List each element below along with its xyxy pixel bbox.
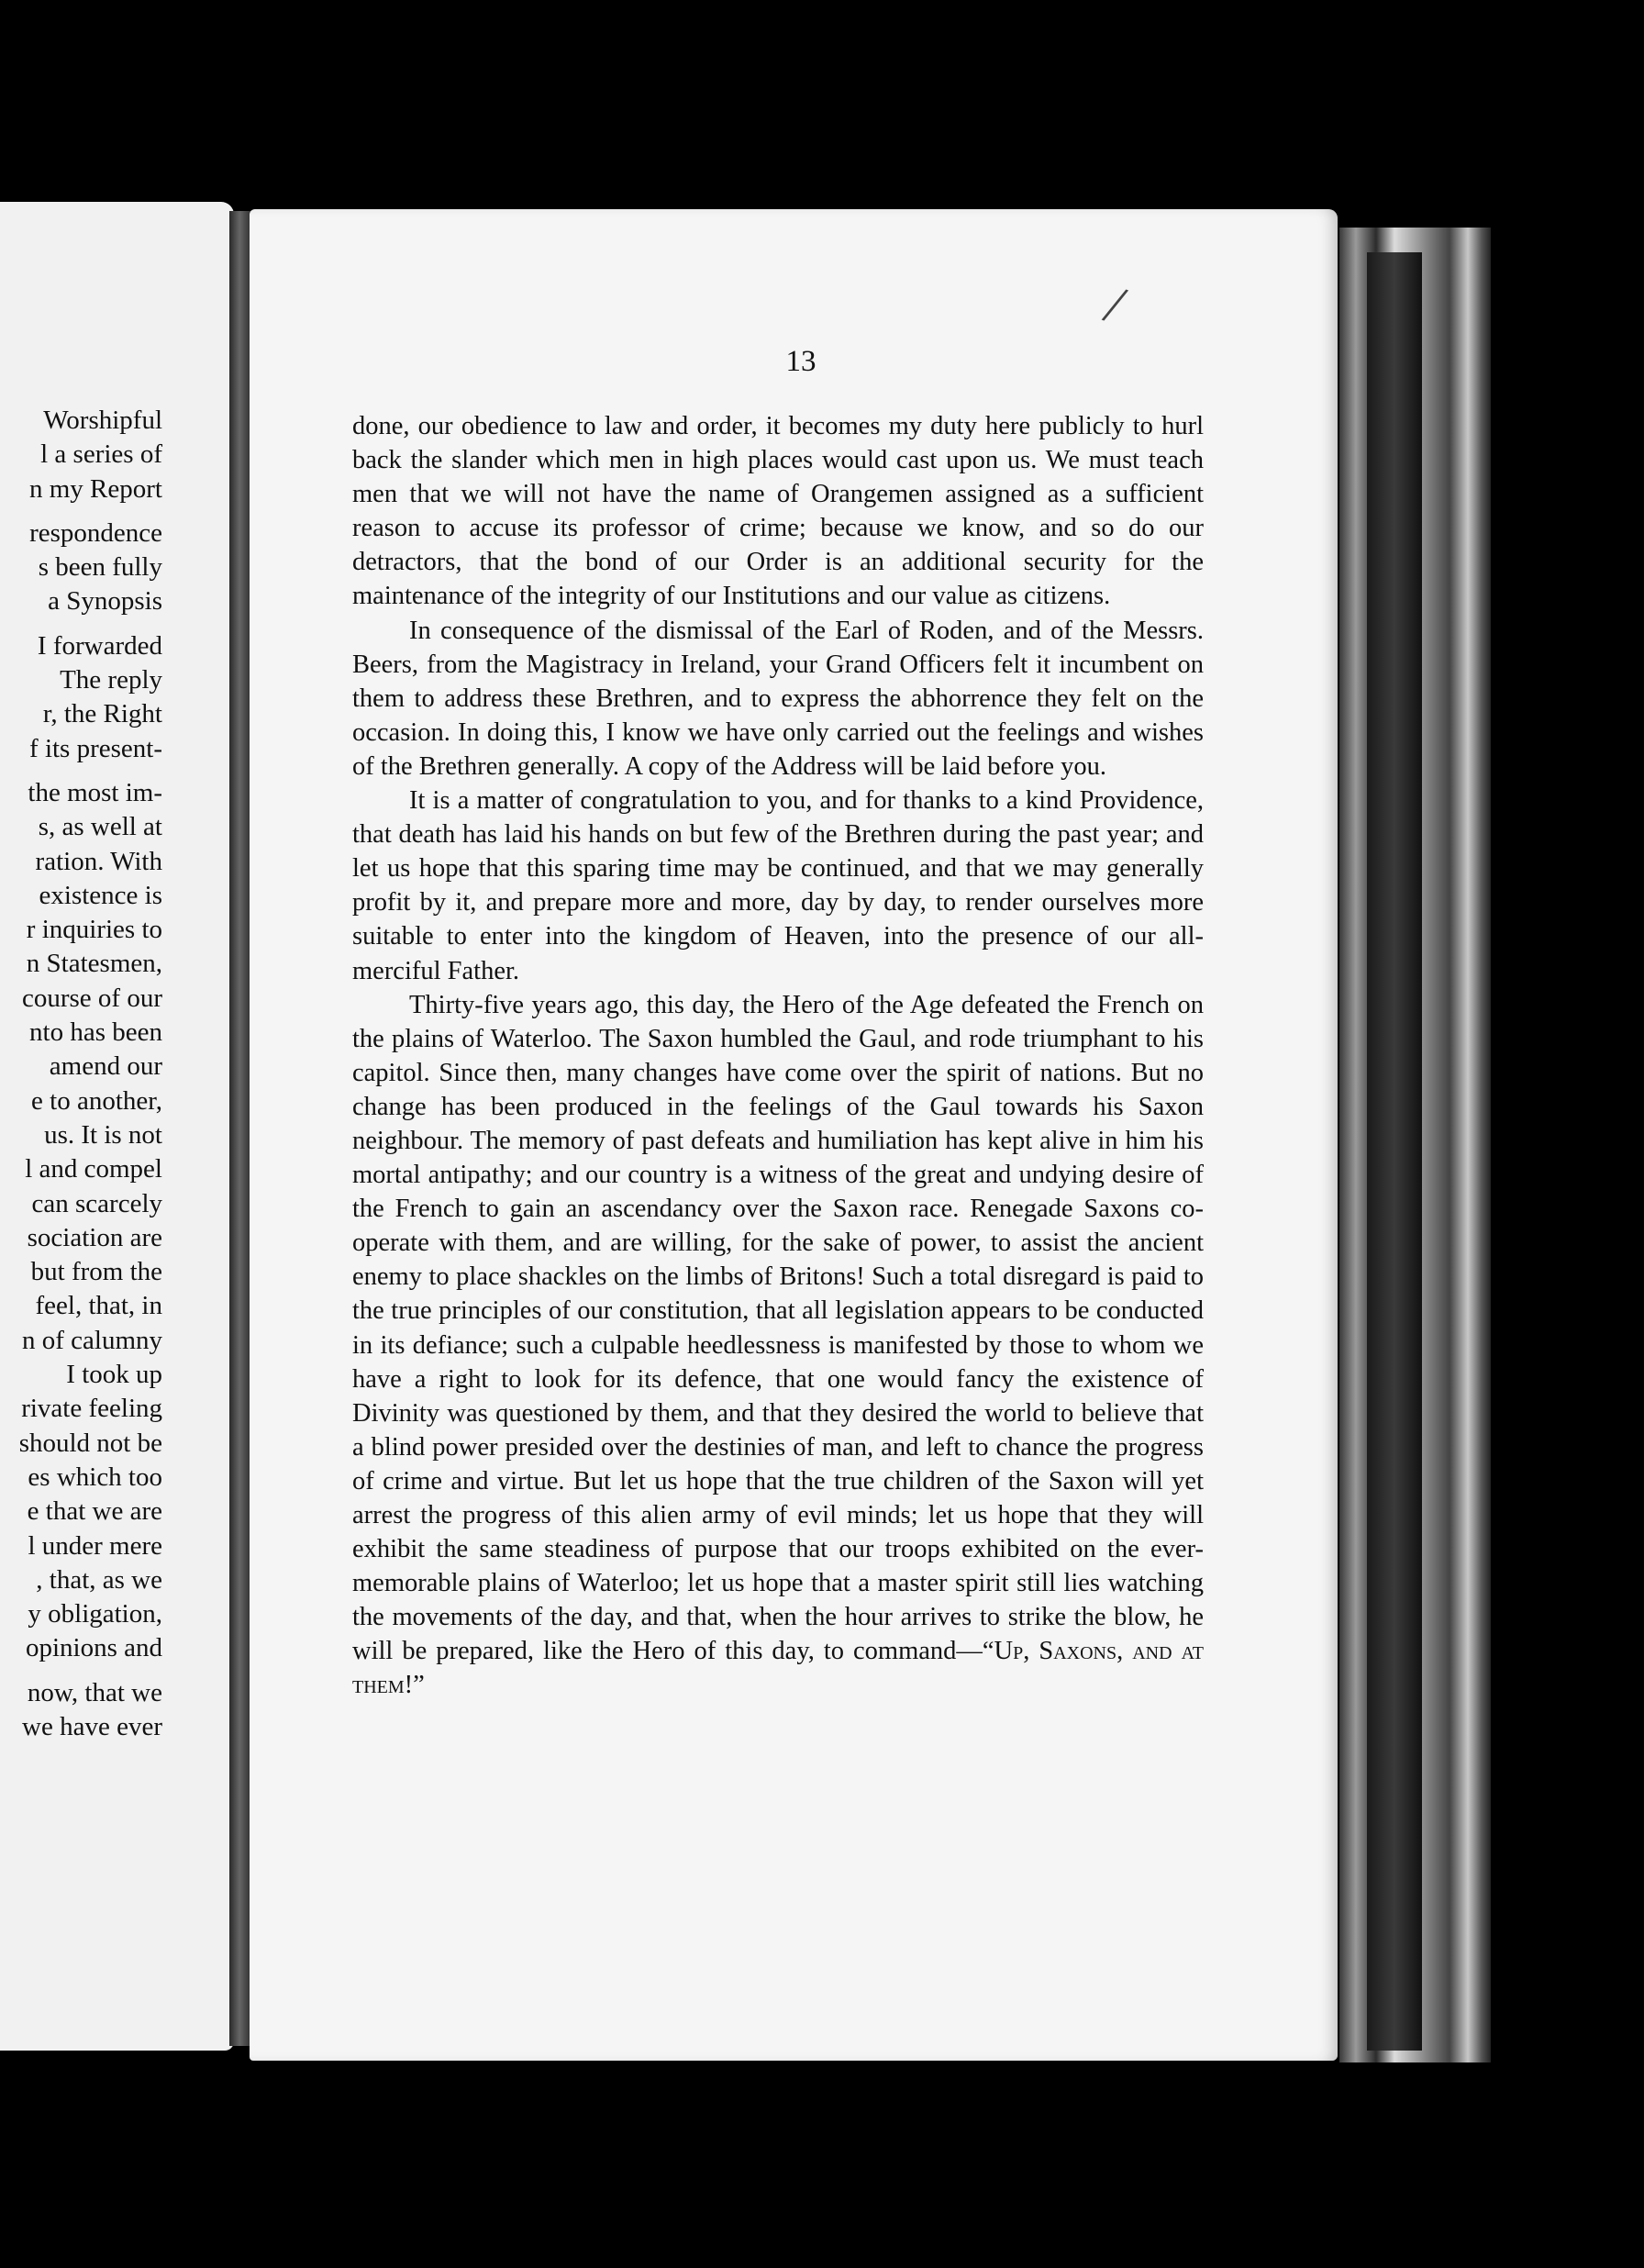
- left-page-line: feel, that, in: [35, 1291, 162, 1321]
- left-page-line: we have ever: [22, 1711, 162, 1741]
- left-page-line: r, the Right: [42, 699, 162, 729]
- paragraph-3: It is a matter of congratulation to you, and for thanks to a kind Providence, that death has laid his hands on but few of the Brethren during the past year; and let us hope that this sparing time may be continued, and that we may generally profit by it, and prepare more and more, day by day, to render ourselves more suitable to enter into the kingdom of Heaven, into the presence of our all-merciful Father.: [352, 786, 1204, 985]
- left-page-gap: [0, 506, 162, 517]
- left-page-line: course of our: [21, 983, 162, 1013]
- left-facing-page: [0, 202, 234, 2051]
- left-page-line: l a series of: [40, 439, 162, 470]
- paragraph-4-text: Thirty-five years ago, this day, the Hero of the Age defeated the French on the plains of Waterloo. The Saxon humbled the Gaul, and rode triumphant to his capitol. Since then, many changes have come over the spirit of nations. But no change has been produced in the feelings of the Gaul towards his Saxon neighbour. The memory of past defeats and humiliation has kept alive in him his mortal antipathy; and our country is a witness of the great and undying desire of the French to gain an ascendancy over the Saxon race. Renegade Saxons co-operate with them, and are willing, for the sake of power, to assist the ancient enemy to place shackles on the limbs of Britons! Such a total disregard is paid to the true principles of our constitution, that all legislation appears to be conducted in its defiance; such a culpable heedlessness is manifested by those to whom we have a right to look for its defence, that one would fancy the existence of Divinity was questioned by them, and that they desired the world to believe that a blind power presided over the destinies of man, and left to chance the progress of crime and virtue. But let us hope that the true children of the Saxon will yet arrest the progress of this alien army of evil minds; let us hope that they will exhibit the same steadiness of purpose that our troops exhibited on the ever-memorable plains of Waterloo; let us hope that a master spirit still lies watching the movements of the day, and that, when the hour arrives to strike the blow, he will be prepared, like the Hero of this day, to command—: [352, 990, 1204, 1666]
- left-page-line: I forwarded: [37, 630, 162, 661]
- left-page-gap: [0, 619, 162, 629]
- left-page-line: existence is: [39, 880, 162, 910]
- page-body: [352, 409, 1204, 1703]
- left-page-line: nto has been: [29, 1017, 162, 1048]
- left-page-line: f its present-: [29, 733, 162, 763]
- left-page-line: n of calumny: [21, 1325, 162, 1355]
- closing-quote: “Up, Saxons, and at them!”: [352, 1637, 1205, 1700]
- left-page-line: should not be: [18, 1428, 162, 1458]
- left-page-gap: [0, 766, 162, 776]
- left-page-line: The reply: [60, 665, 162, 695]
- left-page-line: amend our: [49, 1051, 162, 1082]
- left-page-line: the most im-: [28, 777, 162, 807]
- left-page-line: a Synopsis: [48, 586, 162, 617]
- left-page-line: l and compel: [25, 1154, 162, 1184]
- left-page-text: [0, 404, 162, 1744]
- left-page-line: Worshipful: [43, 406, 162, 435]
- left-page-line: now, that we: [27, 1677, 162, 1707]
- left-page-line: but from the: [30, 1257, 162, 1287]
- left-page-line: us. It is not: [44, 1119, 162, 1150]
- left-page-line: rivate feeling: [21, 1394, 162, 1424]
- left-page-line: ration. With: [35, 846, 162, 876]
- left-page-line: , that, as we: [36, 1564, 162, 1595]
- left-page-line: e that we are: [27, 1496, 162, 1527]
- book-cover-edge: [1367, 252, 1422, 2051]
- left-page-line: s been fully: [38, 552, 162, 583]
- left-page-line: l under mere: [28, 1530, 162, 1561]
- paragraph-1: done, our obedience to law and order, it becomes my duty here publicly to hurl back the slander which men in high places would cast upon us. We must teach men that we will not have the name of Orangemen assigned as a sufficient reason to accuse its professor of crime; because we know, and so do our detractors, that the bond of our Order is an additional security for the maintenance of the integrity of our Institutions and our value as citizens.: [352, 412, 1204, 611]
- left-page-line: e to another,: [31, 1085, 162, 1116]
- left-page-gap: [0, 1666, 162, 1676]
- pencil-mark: /: [1097, 273, 1133, 336]
- left-page-line: n Statesmen,: [26, 949, 162, 979]
- left-page-line: y obligation,: [28, 1599, 162, 1629]
- paragraph-2: In consequence of the dismissal of the Earl of Roden, and of the Messrs. Beers, from the Magistracy in Ireland, your Grand Officers felt it incumbent on them to address these Brethren, and to express the abhorrence they felt on the occasion. In doing this, I know we have only carried out the feelings and wishes of the Brethren generally. A copy of the Address will be laid before you.: [352, 616, 1204, 781]
- right-page: [250, 209, 1338, 2061]
- left-page-line: es which too: [28, 1462, 162, 1492]
- page-number: 13: [785, 345, 816, 378]
- left-page-line: n my Report: [29, 473, 162, 504]
- left-page-line: sociation are: [27, 1222, 162, 1252]
- left-page-line: r inquiries to: [26, 915, 162, 945]
- left-page-line: opinions and: [25, 1633, 162, 1663]
- left-page-line: I took up: [66, 1360, 162, 1390]
- left-page-line: can scarcely: [31, 1188, 162, 1218]
- paragraph-4: [352, 988, 1204, 1703]
- left-page-line: respondence: [29, 517, 162, 548]
- left-page-line: s, as well at: [38, 812, 162, 842]
